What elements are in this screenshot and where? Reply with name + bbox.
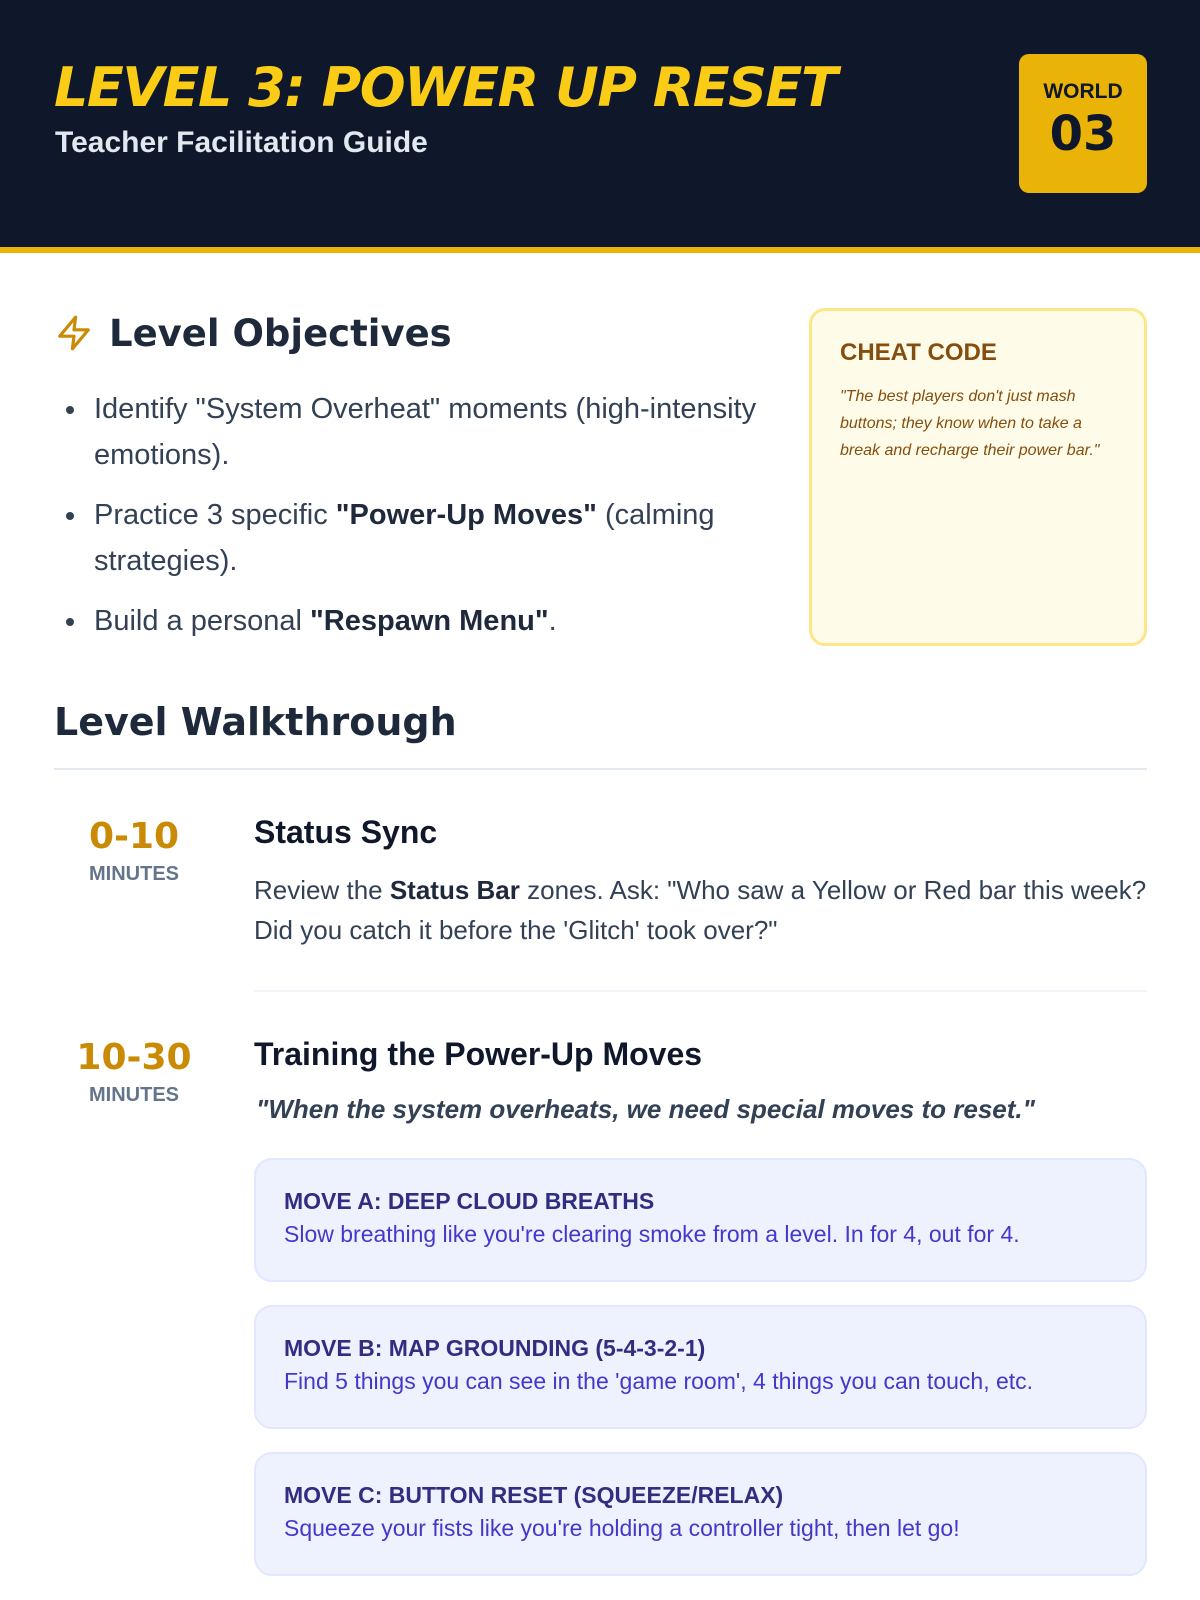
objective-item [60, 386, 760, 478]
objective-item [60, 492, 760, 584]
page-subtitle: Teacher Facilitation Guide [55, 126, 428, 159]
cheat-code-quote: "The best players don't just mash buttons; they know when to take a break and recharge their power bar." [840, 388, 1100, 459]
step-time-unit: MINUTES [89, 863, 179, 885]
move-description: Find 5 things you can see in the 'game room', 4 things you can touch, etc. [284, 1368, 1034, 1394]
objectives-heading-text: Level Objectives [109, 311, 452, 355]
move-title: MOVE B: MAP GROUNDING (5-4-3-2-1) [284, 1335, 706, 1361]
step-time-range: 10-30 [76, 1037, 192, 1078]
walkthrough-heading: Level Walkthrough [54, 700, 1147, 770]
move-title: MOVE A: DEEP CLOUD BREATHS [284, 1188, 655, 1214]
objective-text: Identify "System Overheat" moments (high-intensity emotions). [94, 393, 757, 471]
world-badge-number: 03 [1049, 106, 1117, 162]
cheat-code-card [809, 308, 1147, 646]
objective-item [60, 598, 760, 644]
lightning-bolt-icon [55, 312, 93, 354]
step-title: Status Sync [254, 814, 438, 850]
objective-emphasis: "Respawn Menu" [310, 605, 549, 637]
objective-text: Practice 3 specific [94, 499, 336, 531]
objective-text-end: . [548, 605, 557, 637]
page-title: LEVEL 3: POWER UP RESET [54, 56, 837, 119]
step-text-end: zones. Ask: "Who saw a Yellow or Red bar this week? Did you catch it before the 'Glitch' took over?" [254, 875, 1147, 945]
move-card [254, 1305, 1147, 1429]
step-quote: "When the system overheats, we need special moves to reset." [256, 1094, 1035, 1124]
objective-text: Build a personal [94, 605, 311, 637]
objective-text-end: (calming strategies). [94, 499, 715, 577]
move-description: Squeeze your fists like you're holding a controller tight, then let go! [284, 1515, 960, 1541]
step-emphasis: Status Bar [389, 875, 520, 905]
move-card [254, 1158, 1147, 1282]
move-description: Slow breathing like you're clearing smoke from a level. In for 4, out for 4. [284, 1221, 1020, 1247]
objective-emphasis: "Power-Up Moves" [335, 499, 597, 531]
step-time-range: 0-10 [88, 816, 180, 857]
step-title: Training the Power-Up Moves [254, 1036, 703, 1072]
objectives-list [60, 386, 760, 658]
move-title: MOVE C: BUTTON RESET (SQUEEZE/RELAX) [284, 1482, 784, 1508]
move-card [254, 1452, 1147, 1576]
step-time-unit: MINUTES [89, 1084, 179, 1106]
step-text: Review the [254, 875, 390, 905]
page-header [0, 0, 1200, 253]
world-badge [1019, 54, 1147, 193]
objectives-heading [55, 308, 452, 358]
step-description [254, 870, 1147, 950]
world-badge-label: WORLD [1043, 80, 1123, 103]
cheat-code-title: CHEAT CODE [840, 339, 997, 366]
step-divider [254, 990, 1147, 992]
step-time [54, 816, 214, 886]
step-time [54, 1037, 214, 1107]
